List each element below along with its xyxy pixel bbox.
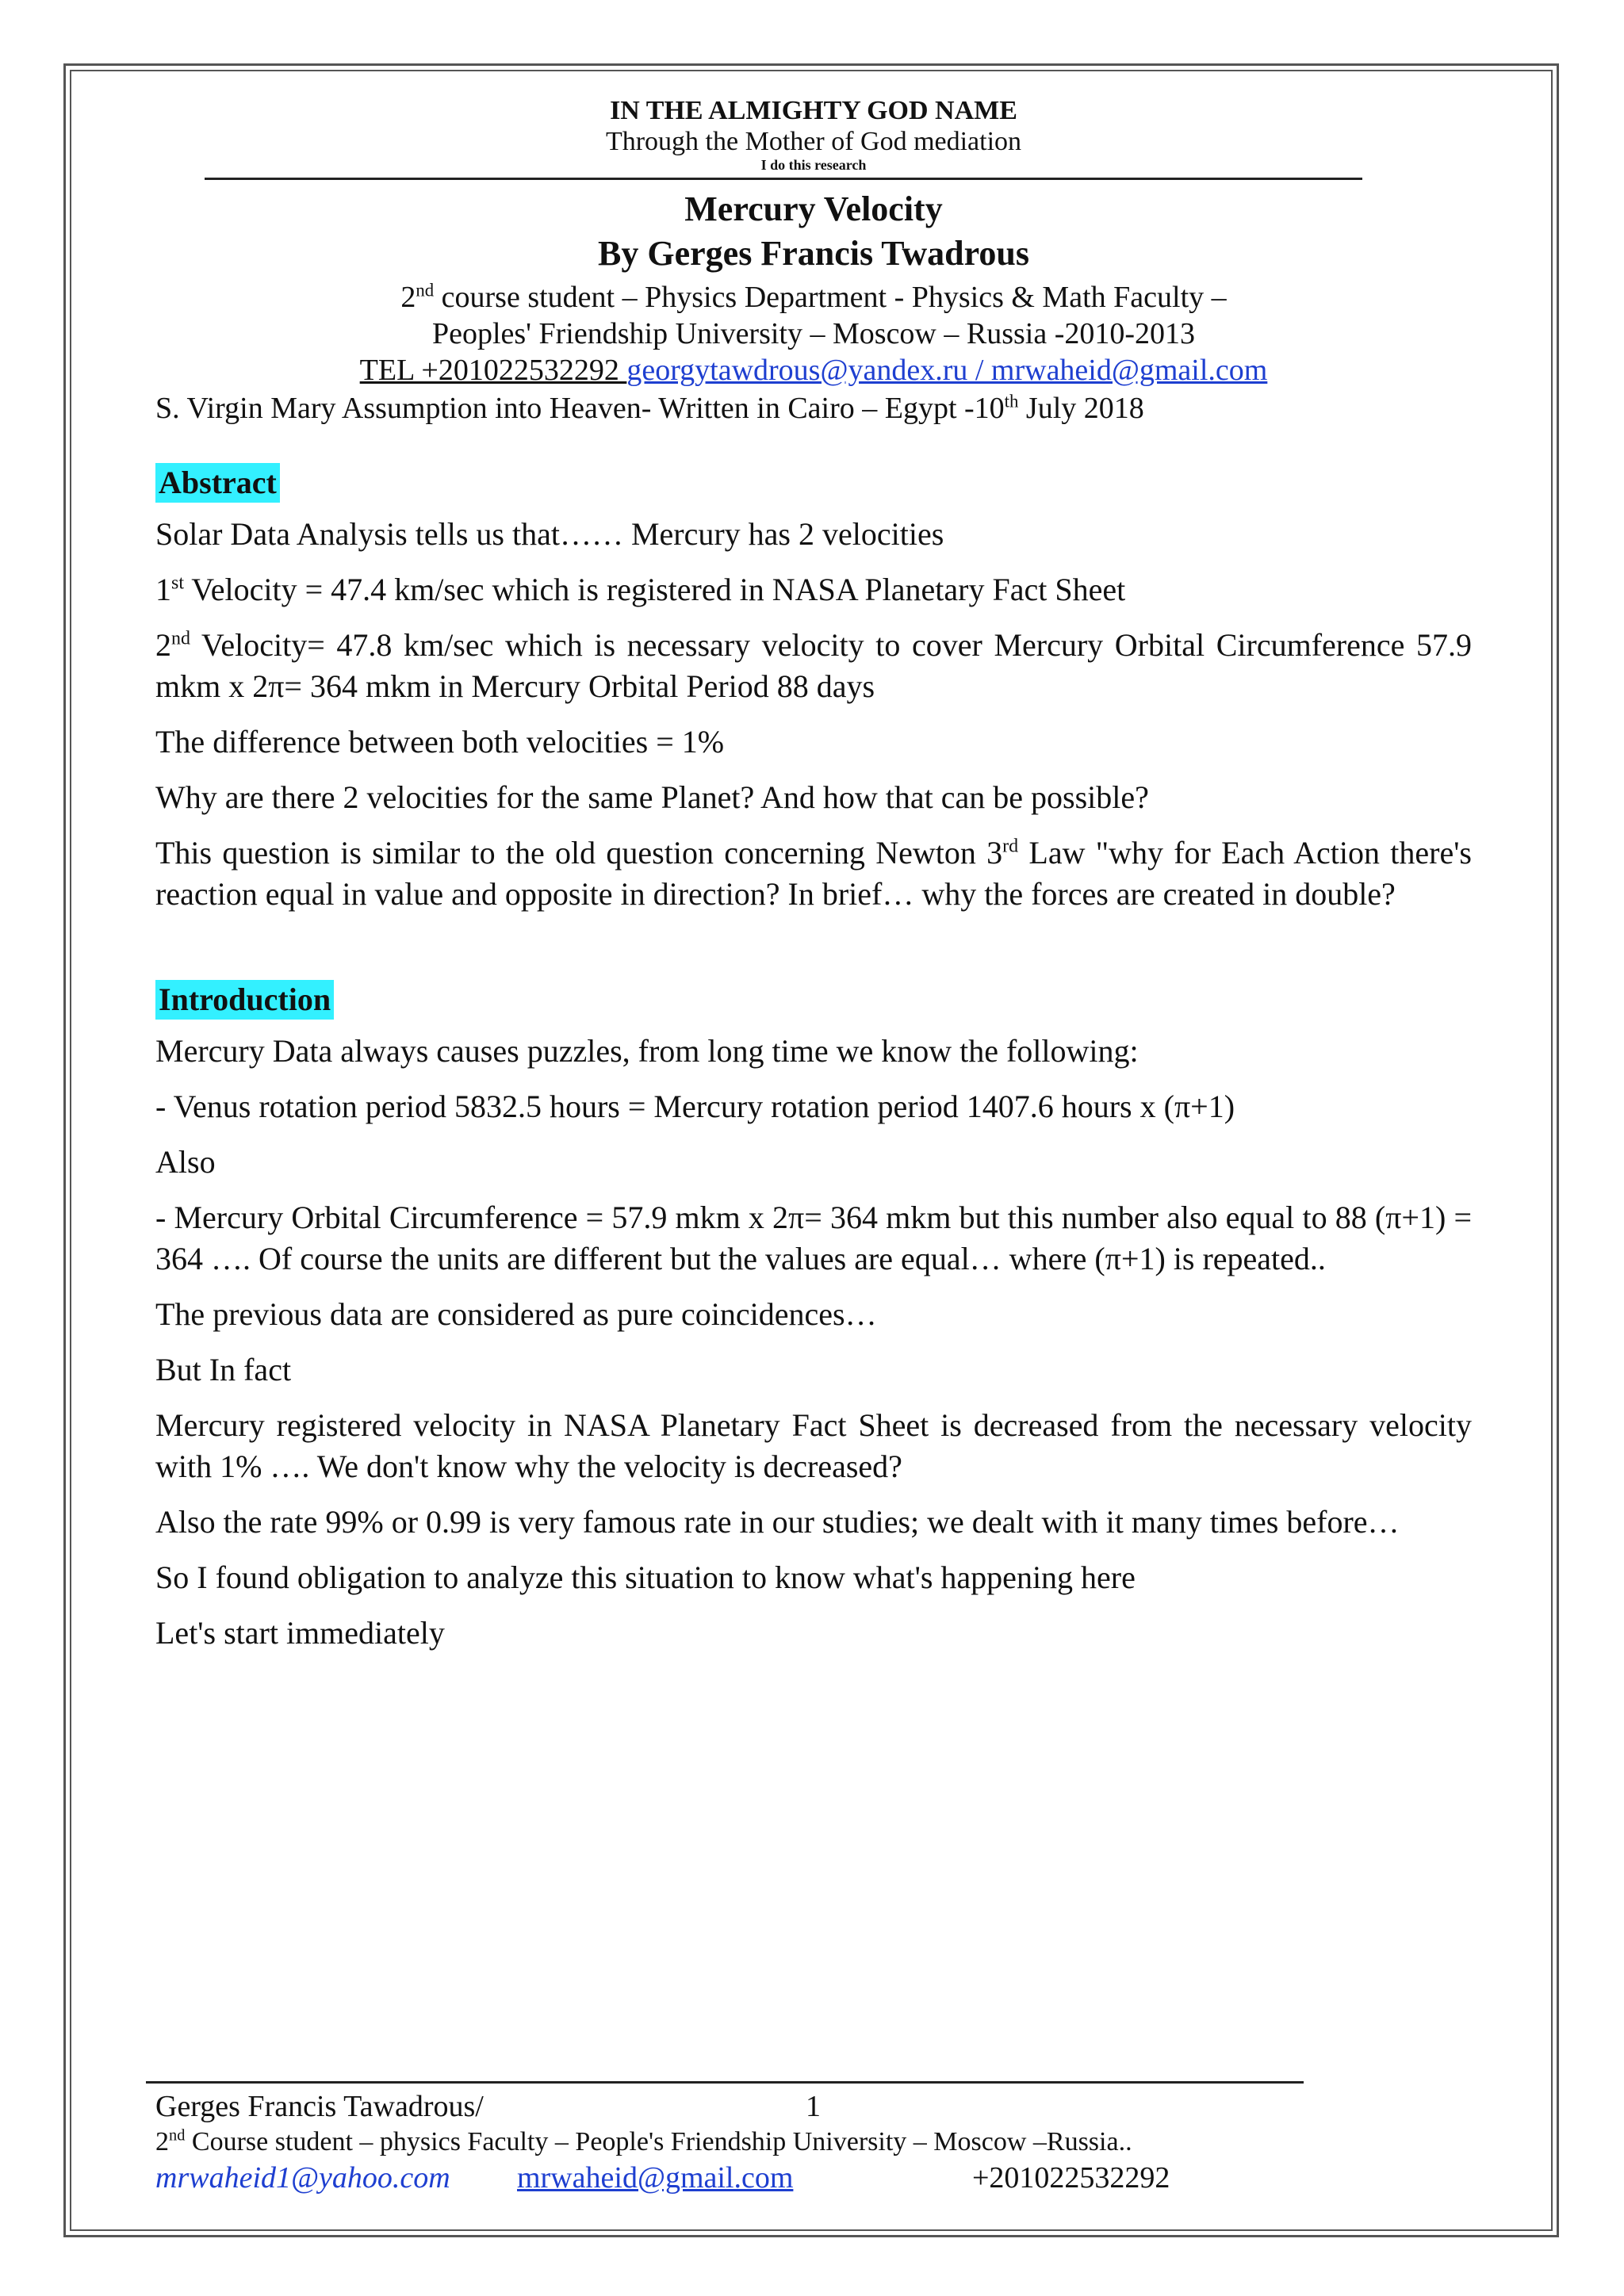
abstract-p2-sup: st bbox=[171, 572, 185, 594]
header-rule bbox=[205, 178, 1362, 180]
introduction-section bbox=[155, 980, 1472, 1654]
abstract-p2-num: 1 bbox=[155, 572, 171, 607]
abstract-p3-sup: nd bbox=[171, 628, 190, 649]
intro-p6: But In fact bbox=[155, 1352, 292, 1387]
abstract-p6-post: Law "why for Each Action there's reaction equal in value and opposite in direction? In brief… why the forces are created in double? bbox=[155, 835, 1472, 912]
abstract-p3 bbox=[155, 625, 1472, 707]
author-line: By Gerges Francis Twadrous bbox=[598, 234, 1029, 273]
abstract-section bbox=[155, 463, 1472, 915]
abstract-p6-sup: rd bbox=[1002, 836, 1019, 857]
tel-text: TEL +201022532292 bbox=[359, 354, 627, 387]
abstract-p1: Solar Data Analysis tells us that…… Mercury has 2 velocities bbox=[155, 516, 944, 552]
document-page bbox=[155, 87, 1472, 1668]
footer-row1 bbox=[155, 2088, 1472, 2125]
course-line bbox=[155, 279, 1472, 316]
abstract-p5: Why are there 2 velocities for the same Planet? And how that can be possible? bbox=[155, 779, 1149, 815]
introduction-heading: Introduction bbox=[155, 980, 334, 1020]
footer-gmail-link[interactable]: mrwaheid@gmail.com bbox=[517, 2161, 794, 2195]
intro-p3: Also bbox=[155, 1144, 216, 1180]
intro-p7: Mercury registered velocity in NASA Planetary Fact Sheet is decreased from the necessary velocity with 1% …. We don't know why the velocity is decreased? bbox=[155, 1407, 1472, 1484]
footer-course-line bbox=[155, 2125, 1472, 2160]
footer-phone: +201022532292 bbox=[972, 2161, 1170, 2195]
abstract-p3-num: 2 bbox=[155, 627, 171, 663]
course-num: 2 bbox=[400, 281, 416, 314]
page-number: 1 bbox=[806, 2090, 821, 2123]
intro-p2: - Venus rotation period 5832.5 hours = Mercury rotation period 1407.6 hours x (π+1) bbox=[155, 1089, 1235, 1124]
footer-course-text: Course student – physics Faculty – People's Friendship University – Moscow –Russia.. bbox=[185, 2127, 1132, 2156]
page-footer bbox=[155, 2088, 1472, 2196]
abstract-p6-pre: This question is similar to the old question concerning Newton 3 bbox=[155, 835, 1003, 871]
intro-p10: Let's start immediately bbox=[155, 1615, 445, 1651]
intro-p1: Mercury Data always causes puzzles, from long time we know the following: bbox=[155, 1033, 1139, 1069]
footer-contact-row bbox=[155, 2160, 1472, 2196]
intro-p4: - Mercury Orbital Circumference = 57.9 mkm x 2π= 364 mkm but this number also equal to 88 (π+1) = 364 …. Of course the units are different but the values are equal… where (π+1) is repeated.. bbox=[155, 1200, 1472, 1276]
dated-pre: S. Virgin Mary Assumption into Heaven- Written in Cairo – Egypt -10 bbox=[155, 392, 1005, 425]
footer-author: Gerges Francis Tawadrous/ bbox=[155, 2090, 484, 2123]
header-line3: I do this research bbox=[760, 157, 867, 173]
abstract-p2 bbox=[155, 569, 1472, 610]
header-line1: IN THE ALMIGHTY GOD NAME bbox=[610, 96, 1017, 125]
footer-course-num: 2 bbox=[155, 2127, 169, 2156]
footer-yahoo-email[interactable]: mrwaheid1@yahoo.com bbox=[155, 2161, 450, 2195]
abstract-heading: Abstract bbox=[155, 463, 280, 503]
dated-post: July 2018 bbox=[1018, 392, 1144, 425]
header-line2: Through the Mother of God mediation bbox=[605, 127, 1022, 156]
intro-p9: So I found obligation to analyze this situation to know what's happening here bbox=[155, 1559, 1136, 1595]
intro-p5: The previous data are considered as pure coincidences… bbox=[155, 1296, 877, 1332]
footer-course-sup: nd bbox=[169, 2126, 186, 2145]
header-block bbox=[155, 95, 1472, 173]
abstract-p4: The difference between both velocities = 1% bbox=[155, 724, 725, 760]
document-title: Mercury Velocity bbox=[684, 189, 943, 228]
dated-sup: th bbox=[1004, 391, 1019, 411]
dated-line bbox=[155, 390, 1472, 427]
university-line: Peoples' Friendship University – Moscow – Russia -2010-2013 bbox=[431, 317, 1196, 350]
abstract-p6 bbox=[155, 832, 1472, 915]
course-sup: nd bbox=[416, 280, 435, 300]
abstract-p3-text: Velocity= 47.8 km/sec which is necessary velocity to cover Mercury Orbital Circumference 57.9 mkm x 2π= 364 mkm in Mercury Orbital Period 88 days bbox=[155, 627, 1472, 704]
intro-p8: Also the rate 99% or 0.99 is very famous rate in our studies; we dealt with it many times before… bbox=[155, 1504, 1400, 1540]
footer-rule bbox=[146, 2081, 1304, 2084]
email-links[interactable]: georgytawdrous@yandex.ru / mrwaheid@gmail.com bbox=[626, 354, 1268, 387]
abstract-p2-text: Velocity = 47.4 km/sec which is registered in NASA Planetary Fact Sheet bbox=[184, 572, 1126, 607]
course-text: course student – Physics Department - Physics & Math Faculty – bbox=[434, 281, 1227, 314]
contact-line bbox=[155, 352, 1472, 388]
